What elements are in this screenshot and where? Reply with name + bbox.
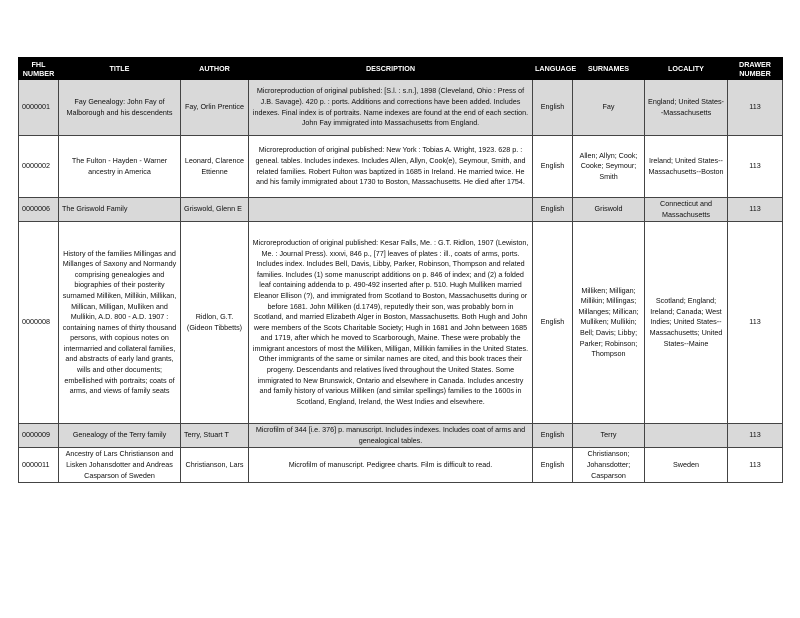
cell-locality: Sweden xyxy=(645,448,728,483)
cell-title: Fay Genealogy: John Fay of Malborough and his descendents xyxy=(59,80,181,136)
cell-author: Fay, Orlin Prentice xyxy=(181,80,249,136)
table-row xyxy=(19,80,783,136)
header-description: DESCRIPTION xyxy=(249,58,533,80)
cell-language: English xyxy=(533,80,573,136)
cell-drawer-number: 113 xyxy=(728,424,783,448)
cell-surnames: Allen; Allyn; Cook; Cooke; Seymour; Smith xyxy=(573,136,645,198)
header-title: TITLE xyxy=(59,58,181,80)
cell-author: Griswold, Glenn E xyxy=(181,198,249,222)
cell-surnames: Terry xyxy=(573,424,645,448)
cell-description: Microreproduction of original published: Kesar Falls, Me. : G.T. Ridlon, 1907 (Lewiston, Me. : Journal Press). xxxvi, 846 p., [77] leaves of plates : ill., coats of arms, ports. Includes index. Includes Bell, Davis, Libby, Parker, Robinson, Thompson and related families. Includes (1) some manuscript additions on p. 846 of index; and (2) a folded leaf containing addenda to p. 490-492 inserted after p. 510. Hugh Mulliken married Eleanor Ellison (?), and immigrated from Scotland to Boston, Massachusetts during or before 1681. John Milliken (d.1749), reputedly their son, was probably born in Scotland, and married Elizabeth Alger in Boston, Massachusetts. Both Hugh and John were members of the Scots Charitable Society; Hugh in 1681 and John between 1685 and 1719, after which he moved to Scarborough, Maine. These were probably the immigrant ancestors of most the Milliken, Milligan, Millikin families in the United States. Other immigrants of the same or similar names are cited, and this book traces their progeny. Descendants and relatives lived throughout the United States. Some immigrated to New Brunswick, Ontario and elsewhere in Canada. Includes ancestry and family history of various Milliken (and similar spellings) families to the 1600s in Scotland, England, Ireland, the West Indies and elsewhere. xyxy=(249,222,533,424)
table-row xyxy=(19,136,783,198)
cell-fhl-number: 0000011 xyxy=(19,448,59,483)
cell-description: Microreproduction of original published: [S.l. : s.n.], 1898 (Cleveland, Ohio : Press of J.B. Savage). 420 p. : ports. Additions and corrections have been added. Includes indexes. Final index is of portraits. Name indexes are found at the end of each section. John Fay immigrated into Massachusetts from England. xyxy=(249,80,533,136)
cell-locality xyxy=(645,424,728,448)
cell-description: Microreproduction of original published: New York : Tobias A. Wright, 1923. 628 p. : geneal. tables. Includes indexes. Includes Allen, Allyn, Cook(e), Seymour, Smith, and related families. Robert Fulton was baptized in 1685 in Ireland. He married twice. He and his family immigrated about 1730 to Boston, Massachusetts. He died after 1754. xyxy=(249,136,533,198)
cell-language: English xyxy=(533,448,573,483)
cell-title: Genealogy of the Terry family xyxy=(59,424,181,448)
cell-locality: Ireland; United States--Massachusetts--Boston xyxy=(645,136,728,198)
table-row xyxy=(19,424,783,448)
cell-language: English xyxy=(533,198,573,222)
cell-author: Terry, Stuart T xyxy=(181,424,249,448)
cell-fhl-number: 0000002 xyxy=(19,136,59,198)
cell-fhl-number: 0000001 xyxy=(19,80,59,136)
table-row xyxy=(19,448,783,483)
table-row xyxy=(19,222,783,424)
cell-surnames: Griswold xyxy=(573,198,645,222)
cell-surnames: Fay xyxy=(573,80,645,136)
header-locality: LOCALITY xyxy=(645,58,728,80)
cell-fhl-number: 0000006 xyxy=(19,198,59,222)
cell-drawer-number: 113 xyxy=(728,136,783,198)
cell-title: The Fulton - Hayden - Warner ancestry in America xyxy=(59,136,181,198)
cell-author: Christianson, Lars xyxy=(181,448,249,483)
header-fhl-number: FHL NUMBER xyxy=(19,58,59,80)
cell-description: Microfilm of 344 [i.e. 376] p. manuscript. Includes indexes. Includes coat of arms and genealogical tables. xyxy=(249,424,533,448)
cell-language: English xyxy=(533,222,573,424)
header-row xyxy=(19,58,783,80)
cell-drawer-number: 113 xyxy=(728,198,783,222)
cell-locality: Scotland; England; Ireland; Canada; West Indies; United States--Massachusetts; United States--Maine xyxy=(645,222,728,424)
header-language: LANGUAGE xyxy=(533,58,573,80)
cell-language: English xyxy=(533,136,573,198)
header-author: AUTHOR xyxy=(181,58,249,80)
cell-locality: Connecticut and Massachusetts xyxy=(645,198,728,222)
header-surnames: SURNAMES xyxy=(573,58,645,80)
cell-locality: England; United States--Massachusetts xyxy=(645,80,728,136)
header-drawer-number: DRAWER NUMBER xyxy=(728,58,783,80)
cell-drawer-number: 113 xyxy=(728,222,783,424)
cell-fhl-number: 0000008 xyxy=(19,222,59,424)
cell-drawer-number: 113 xyxy=(728,448,783,483)
cell-language: English xyxy=(533,424,573,448)
table-row xyxy=(19,198,783,222)
cell-fhl-number: 0000009 xyxy=(19,424,59,448)
cell-surnames: Milliken; Milligan; Millikin; Millingas; Millanges; Millican; Mulliken; Mullikin; Bell; Davis; Libby; Parker; Robinson; Thompson xyxy=(573,222,645,424)
cell-title: The Griswold Family xyxy=(59,198,181,222)
cell-drawer-number: 113 xyxy=(728,80,783,136)
cell-author: Leonard, Clarence Ettienne xyxy=(181,136,249,198)
records-table xyxy=(18,57,783,483)
cell-title: History of the families Millingas and Millanges of Saxony and Normandy comprising genealogies and biographies of their posterity surnamed Milliken, Millikin, Millikan, Millican, Milligan, Mulliken and Mullikin, A.D. 800 - A.D. 1907 : containing names of thirty thousand persons, with copious notes on intermarried and collateral families, and abstracts of early land grants, wills and other documents; embellished with portraits; coats of arms, and views of family seats xyxy=(59,222,181,424)
cell-title: Ancestry of Lars Christianson and Lisken Johansdotter and Andreas Casparson of Sweden xyxy=(59,448,181,483)
cell-description xyxy=(249,198,533,222)
cell-surnames: Christianson; Johansdotter; Casparson xyxy=(573,448,645,483)
cell-description: Microfilm of manuscript. Pedigree charts. Film is difficult to read. xyxy=(249,448,533,483)
cell-author: Ridlon, G.T. (Gideon Tibbetts) xyxy=(181,222,249,424)
